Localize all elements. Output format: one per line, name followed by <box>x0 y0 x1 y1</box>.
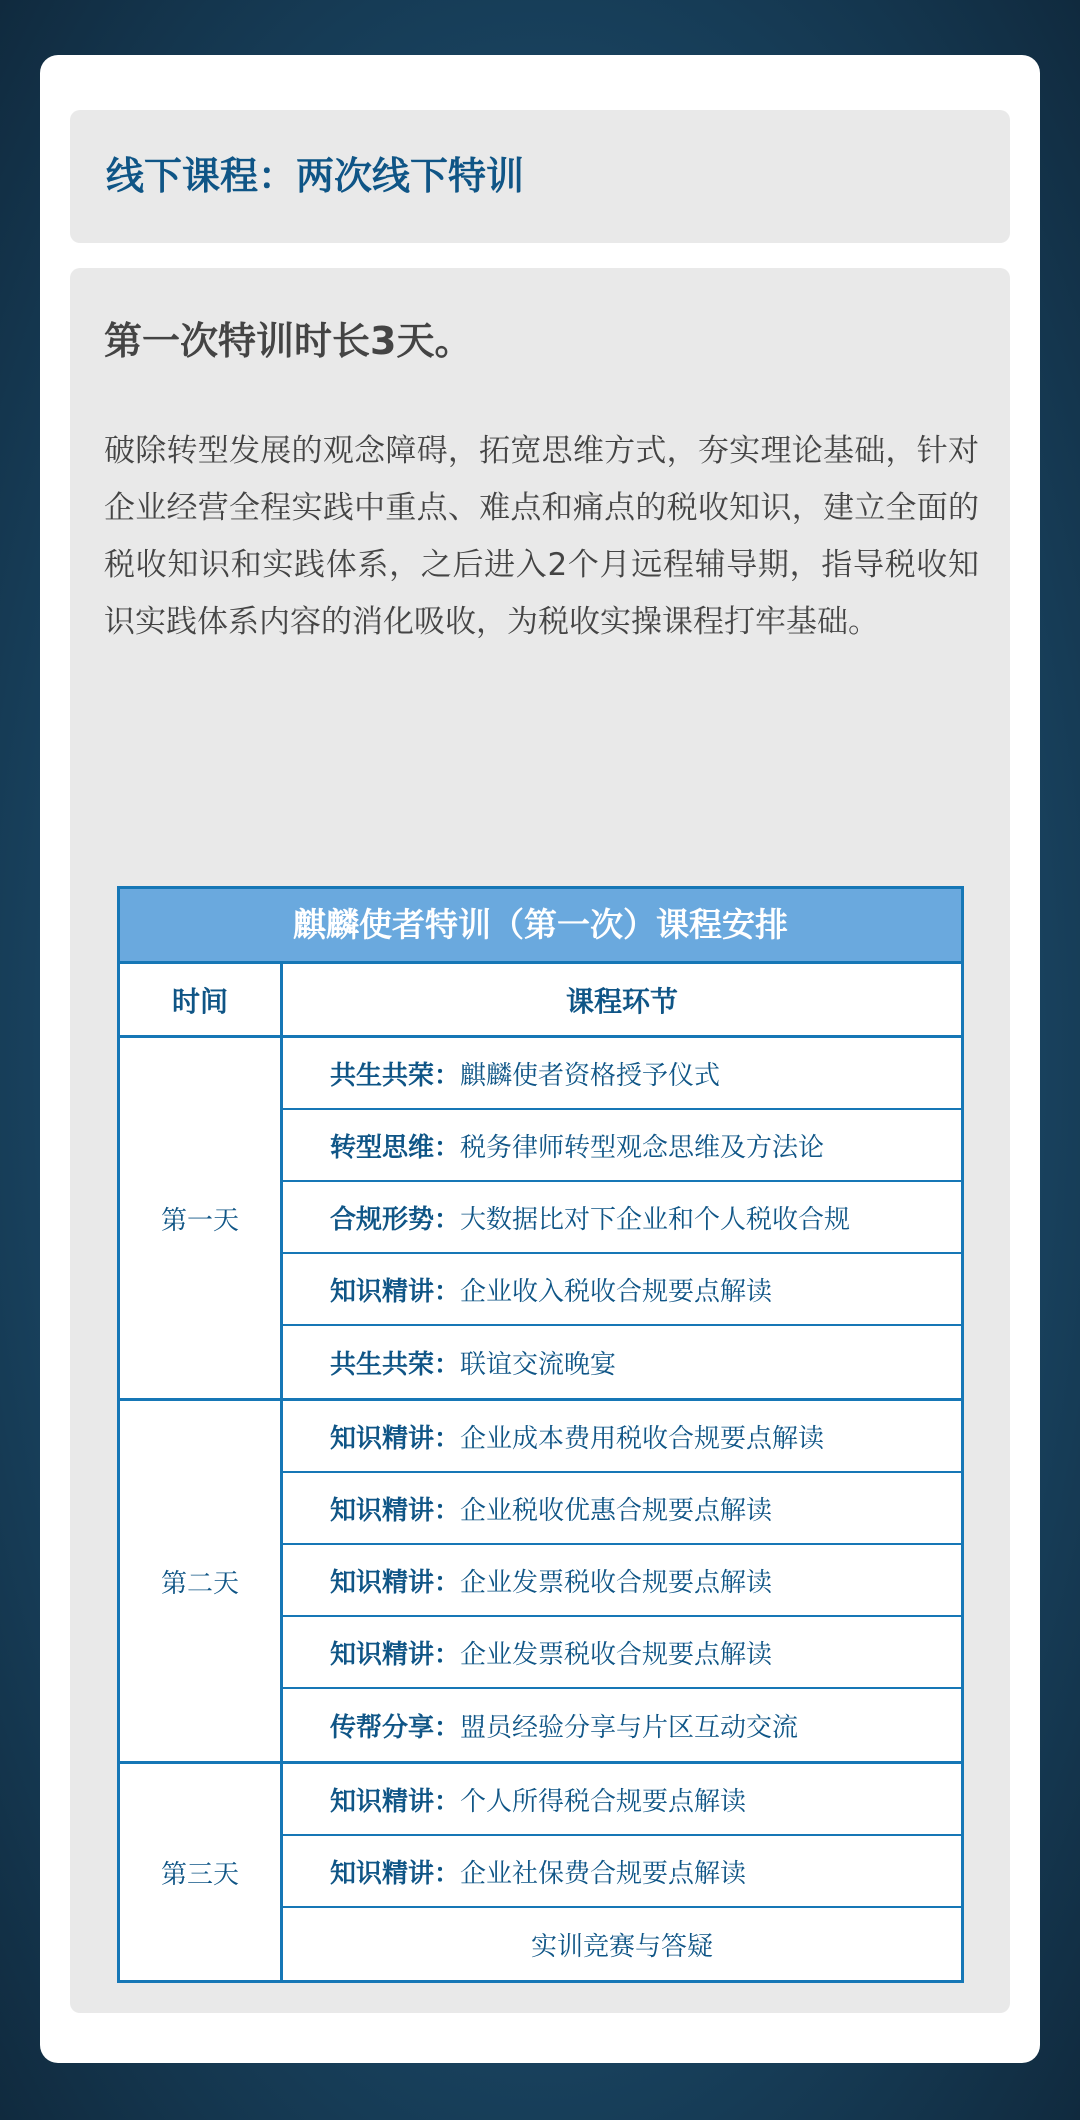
session-row <box>283 1038 961 1110</box>
schedule-title: 麒麟使者特训（第一次）课程安排 <box>120 889 961 964</box>
session-topic: 大数据比对下企业和个人税收合规 <box>460 1204 851 1235</box>
day-group <box>120 1038 961 1401</box>
session-row <box>283 1473 961 1545</box>
session-category: 知识精讲： <box>330 1786 461 1817</box>
session-category: 知识精讲： <box>330 1639 461 1670</box>
session-topic: 企业发票税收合规要点解读 <box>460 1567 773 1598</box>
session-topic: 联谊交流晚宴 <box>460 1349 617 1380</box>
session-row <box>283 1326 961 1398</box>
session-row <box>283 1545 961 1617</box>
session-category: 共生共荣： <box>330 1349 461 1380</box>
section-content-box <box>70 268 1010 2013</box>
session-category: 知识精讲： <box>330 1276 461 1307</box>
session-row <box>283 1617 961 1689</box>
session-category: 共生共荣： <box>330 1060 461 1091</box>
day-sessions <box>283 1401 961 1761</box>
session-topic: 盟员经验分享与片区互动交流 <box>460 1712 799 1743</box>
schedule-table <box>117 886 964 1983</box>
section-title: 线下课程：两次线下特训 <box>106 154 525 198</box>
schedule-header-row <box>120 964 961 1038</box>
session-topic: 个人所得税合规要点解读 <box>460 1786 747 1817</box>
header-session: 课程环节 <box>565 984 678 1018</box>
session-topic: 实训竞赛与答疑 <box>530 1931 713 1962</box>
session-row <box>283 1908 961 1980</box>
session-topic: 企业收入税收合规要点解读 <box>460 1276 773 1307</box>
session-topic: 企业社保费合规要点解读 <box>460 1858 747 1889</box>
day-label: 第一天 <box>120 1038 283 1398</box>
session-topic: 税务律师转型观念思维及方法论 <box>460 1132 825 1163</box>
session-row <box>283 1836 961 1908</box>
day-label: 第二天 <box>120 1401 283 1761</box>
session-category: 转型思维： <box>330 1132 461 1163</box>
session-topic: 企业成本费用税收合规要点解读 <box>460 1423 825 1454</box>
session-category: 知识精讲： <box>330 1423 461 1454</box>
session-row <box>283 1110 961 1182</box>
section-title-box <box>70 110 1010 243</box>
session-row <box>283 1764 961 1836</box>
session-category: 传帮分享： <box>330 1712 461 1743</box>
session-row <box>283 1254 961 1326</box>
session-row <box>283 1689 961 1761</box>
day-sessions <box>283 1764 961 1980</box>
session-row <box>283 1182 961 1254</box>
session-topic: 企业税收优惠合规要点解读 <box>460 1495 773 1526</box>
session-row <box>283 1401 961 1473</box>
header-time: 时间 <box>120 964 283 1035</box>
day-label: 第三天 <box>120 1764 283 1980</box>
session-topic: 企业发票税收合规要点解读 <box>460 1639 773 1670</box>
day-group <box>120 1401 961 1764</box>
content-card <box>40 55 1040 2063</box>
session-topic: 麒麟使者资格授予仪式 <box>460 1060 721 1091</box>
session-category: 知识精讲： <box>330 1495 461 1526</box>
intro-paragraph: 破除转型发展的观念障碍，拓宽思维方式，夯实理论基础，针对企业经营全程实践中重点、难点和痛点的税收知识，建立全面的税收知识和实践体系，之后进入2个月远程辅导期，指导税收知识实践体系内容的消化吸收，为税收实操课程打牢基础。 <box>104 433 979 640</box>
session-category: 合规形势： <box>330 1204 461 1235</box>
session-category: 知识精讲： <box>330 1858 461 1889</box>
session-category: 知识精讲： <box>330 1567 461 1598</box>
day-group <box>120 1764 961 1980</box>
intro-subtitle: 第一次特训时长3天。 <box>104 319 473 363</box>
day-sessions <box>283 1038 961 1398</box>
